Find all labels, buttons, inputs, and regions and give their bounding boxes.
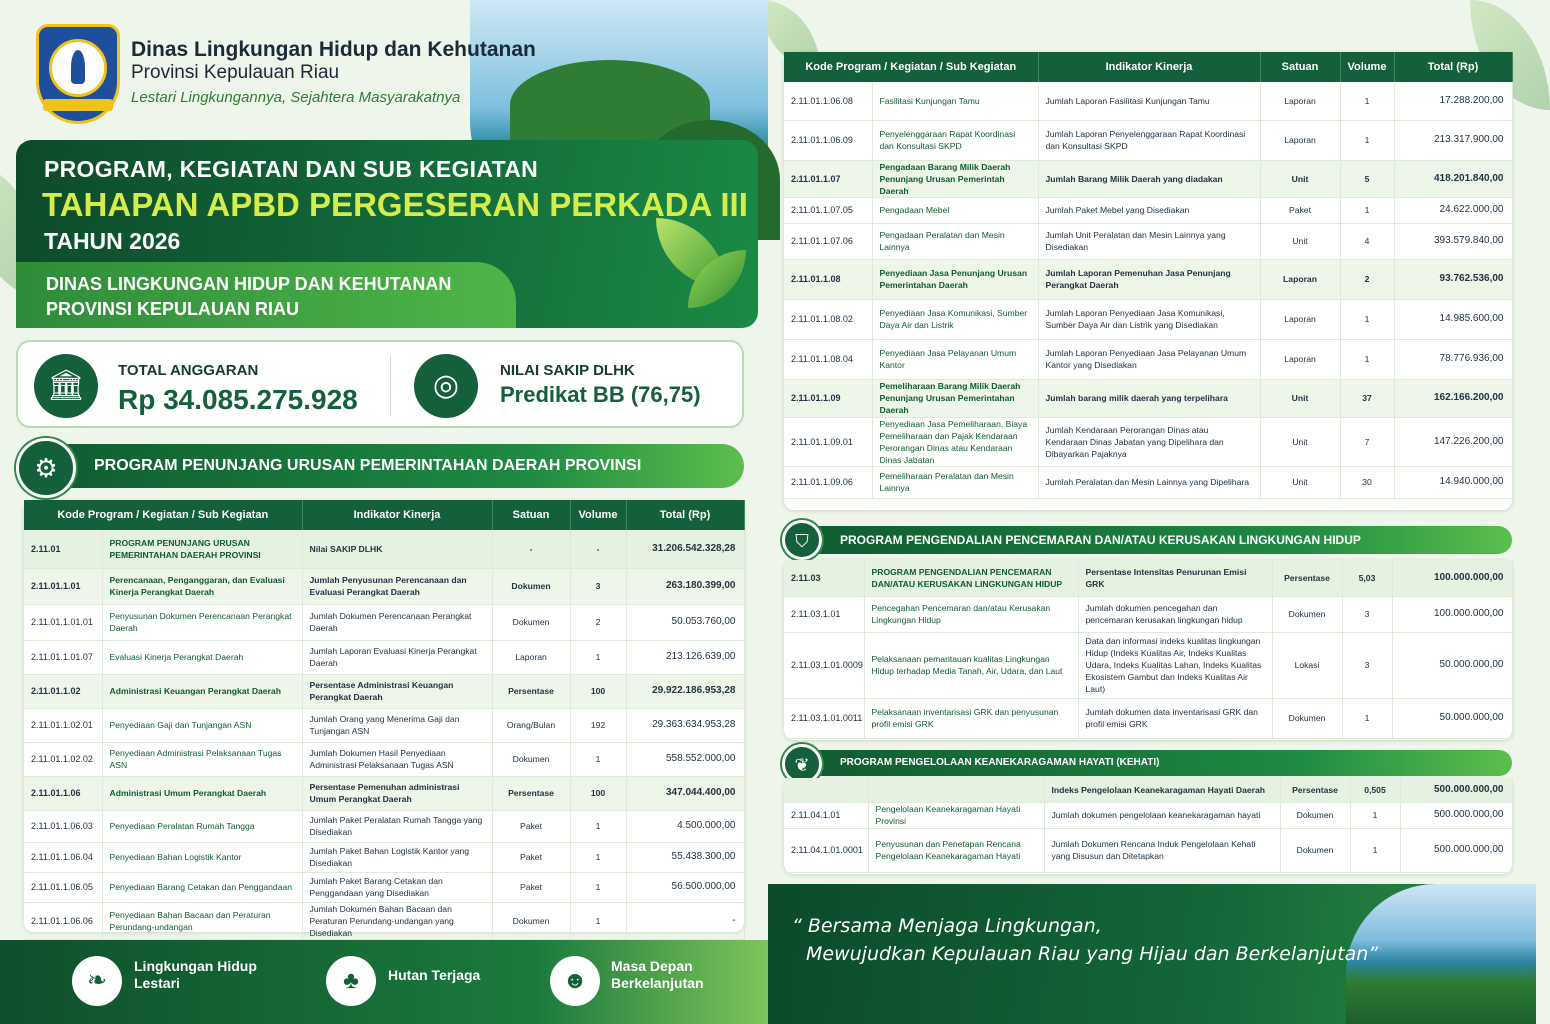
row-volume: 2 <box>1340 259 1394 299</box>
title-sub1: DINAS LINGKUNGAN HIDUP DAN KEHUTANAN <box>46 274 452 294</box>
row-volume: 7 <box>1340 417 1394 466</box>
row-total: 4.500.000,00 <box>626 810 744 842</box>
row-indicator: Jumlah Laporan Fasilitasi Kunjungan Tamu <box>1038 82 1260 120</box>
table-row <box>784 160 1512 197</box>
row-unit: Paket <box>492 872 570 902</box>
row-indicator: Jumlah Peralatan dan Mesin Lainnya yang Dipelihara <box>1038 466 1260 498</box>
row-total: 263.180.399,00 <box>626 568 744 604</box>
program2-header <box>800 526 1512 554</box>
leaf-icon: ❧ <box>72 956 122 1006</box>
row-indicator: Jumlah Laporan Penyediaan Jasa Komunikasi, Sumber Daya Air dan Listrik yang Disediakan <box>1038 299 1260 339</box>
row-unit: Dokumen <box>492 902 570 939</box>
footer-quote <box>792 912 1378 968</box>
row-indicator: Jumlah dokumen data inventarisasi GRK dan profil emisi GRK <box>1078 698 1272 738</box>
org-motto: Lestari Lingkungannya, Sejahtera Masyarakatnya <box>131 89 461 106</box>
row-total: 56.500.000,00 <box>626 872 744 902</box>
row-total: - <box>626 902 744 939</box>
row-name: PROGRAM PENUNJANG URUSAN PEMERINTAHAN DAERAH PROVINSI <box>102 530 302 568</box>
row-volume: 4 <box>1340 223 1394 259</box>
row-total: 17.288.200,00 <box>1394 82 1512 120</box>
row-indicator: Persentase Pemenuhan administrasi Umum Perangkat Daerah <box>302 776 492 810</box>
table-row <box>784 417 1512 466</box>
table-row <box>784 197 1512 223</box>
row-volume: 1 <box>570 872 626 902</box>
row-unit: Dokumen <box>1280 828 1350 872</box>
row-indicator: Jumlah Dokumen Rencana Induk Pengelolaan Kehati yang Disusun dan Ditetapkan <box>1044 828 1280 872</box>
table-row <box>784 698 1512 738</box>
row-indicator: Indeks Pengelolaan Keanekaragaman Hayati Daerah <box>1044 778 1280 802</box>
row-code: 2.11.01.1.08.02 <box>784 299 872 339</box>
row-volume: 1 <box>570 640 626 674</box>
row-indicator: Data dan informasi indeks kualitas lingkungan Hidup (Indeks Kualitas Air, Indeks Kualitas Udara, Indeks Kualitas Lahan, Indeks Kualitas Ekosistem Gambut dan Indeks Kualitas Air Laut) <box>1078 632 1272 698</box>
row-volume: 1 <box>1340 82 1394 120</box>
divider <box>390 356 391 416</box>
row-code: 2.11.04.1.01 <box>784 802 868 828</box>
table-row <box>784 466 1512 498</box>
row-code: 2.11.04.1.01.0001 <box>784 828 868 872</box>
row-indicator: Jumlah Kendaraan Perorangan Dinas atau Kendaraan Dinas Jabatan yang Dipelihara dan Dibayarkan Pajaknya <box>1038 417 1260 466</box>
col-indikator: Indikator Kinerja <box>1038 52 1260 82</box>
row-total: 500.000.000,00 <box>1400 802 1512 828</box>
row-name: Penyediaan Bahan Logistik Kantor <box>102 842 302 872</box>
row-name: PROGRAM PENGENDALIAN PENCEMARAN DAN/ATAU KERUSAKAN LINGKUNGAN HIDUP <box>864 560 1078 596</box>
row-code: 2.11.01.1.09.06 <box>784 466 872 498</box>
row-name: Pemeliharaan Barang Milik Daerah Penunjang Urusan Pemerintahan Daerah <box>872 379 1038 417</box>
budget-label: TOTAL ANGGARAN <box>118 362 259 379</box>
row-indicator: Jumlah Dokumen Hasil Penyediaan Administrasi Pelaksanaan Tugas ASN <box>302 742 492 776</box>
row-total: 50.000.000,00 <box>1392 632 1512 698</box>
row-volume: 1 <box>1340 197 1394 223</box>
row-unit: Dokumen <box>1272 698 1342 738</box>
title-line1: PROGRAM, KEGIATAN DAN SUB KEGIATAN <box>44 156 539 182</box>
bank-icon: 🏛 <box>34 354 98 418</box>
table-row <box>784 339 1512 379</box>
summary-stats <box>16 340 744 428</box>
row-code: 2.11.01.1.07.06 <box>784 223 872 259</box>
row-indicator: Jumlah Paket Bahan Logistik Kantor yang Disediakan <box>302 842 492 872</box>
table-row <box>24 530 744 568</box>
row-volume: 3 <box>570 568 626 604</box>
row-volume: 1 <box>570 742 626 776</box>
row-total: 78.776.936,00 <box>1394 339 1512 379</box>
table-row <box>784 632 1512 698</box>
row-name: Penyediaan Jasa Pelayanan Umum Kantor <box>872 339 1038 379</box>
col-total: Total (Rp) <box>626 500 744 530</box>
row-unit: Persentase <box>1280 778 1350 802</box>
program2-table-card <box>784 560 1512 740</box>
row-total: 162.166.200,00 <box>1394 379 1512 417</box>
row-indicator: Jumlah Penyusunan Perencanaan dan Evaluasi Perangkat Daerah <box>302 568 492 604</box>
row-name: Penyusunan Dokumen Perencanaan Perangkat Daerah <box>102 604 302 640</box>
row-total: 100.000.000,00 <box>1392 560 1512 596</box>
row-name: Administrasi Keuangan Perangkat Daerah <box>102 674 302 708</box>
col-volume: Volume <box>1340 52 1394 82</box>
row-volume: 37 <box>1340 379 1394 417</box>
row-unit: Orang/Bulan <box>492 708 570 742</box>
row-volume: 1 <box>1340 339 1394 379</box>
row-code: 2.11.01.1.02 <box>24 674 102 708</box>
title-line2: TAHAPAN APBD PERGESERAN PERKADA III <box>42 186 748 223</box>
row-volume: - <box>570 530 626 568</box>
plant-icon: ❦ <box>782 744 822 784</box>
province-logo <box>36 24 120 124</box>
row-total: 213.126.639,00 <box>626 640 744 674</box>
program1-table <box>24 500 745 940</box>
row-unit: Laporan <box>1260 82 1340 120</box>
row-total: 50.000.000,00 <box>1392 698 1512 738</box>
row-name: Penyusunan dan Penetapan Rencana Pengelolaan Keanekaragaman Hayati <box>868 828 1044 872</box>
row-unit: Paket <box>492 810 570 842</box>
table-row <box>24 742 744 776</box>
row-total: 147.226.200,00 <box>1394 417 1512 466</box>
row-indicator: Jumlah Barang Milik Daerah yang diadakan <box>1038 160 1260 197</box>
sakip-value: Predikat BB (76,75) <box>500 382 701 407</box>
title-subbanner <box>16 262 516 328</box>
program3-table-card <box>784 778 1512 874</box>
row-unit: Lokasi <box>1272 632 1342 698</box>
table-row <box>784 828 1512 872</box>
row-name: Perencanaan, Penganggaran, dan Evaluasi Kinerja Perangkat Daerah <box>102 568 302 604</box>
row-name: Pengadaan Peralatan dan Mesin Lainnya <box>872 223 1038 259</box>
table-row <box>784 596 1512 632</box>
row-unit: Dokumen <box>492 742 570 776</box>
footer-item1: Lingkungan Hidup Lestari <box>134 958 257 991</box>
row-name: Fasilitasi Kunjungan Tamu <box>872 82 1038 120</box>
row-total: 213.317.900,00 <box>1394 120 1512 160</box>
table-row <box>24 810 744 842</box>
footer-right <box>768 884 1536 1024</box>
row-code: 2.11.01.1.01 <box>24 568 102 604</box>
program3-table <box>784 778 1513 873</box>
table-row <box>24 640 744 674</box>
header <box>0 0 768 130</box>
table-row <box>784 299 1512 339</box>
row-unit: Dokumen <box>492 568 570 604</box>
table-row <box>24 674 744 708</box>
row-volume: 1 <box>570 902 626 939</box>
row-code <box>784 778 868 802</box>
org-name: Dinas Lingkungan Hidup dan Kehutanan <box>131 38 536 61</box>
row-indicator: Jumlah Paket Peralatan Rumah Tangga yang Disediakan <box>302 810 492 842</box>
row-indicator: Jumlah dokumen pencegahan dan pencemaran kerusakan lingkungan hidup <box>1078 596 1272 632</box>
row-name: Penyelenggaraan Rapat Koordinasi dan Konsultasi SKPD <box>872 120 1038 160</box>
row-volume: 3 <box>1342 632 1392 698</box>
row-code: 2.11.01.1.07 <box>784 160 872 197</box>
row-volume: 5,03 <box>1342 560 1392 596</box>
row-total: 418.201.840,00 <box>1394 160 1512 197</box>
gear-icon: ⚙ <box>16 438 76 498</box>
title-year: TAHUN 2026 <box>44 228 181 254</box>
row-name: Pengadaan Mebel <box>872 197 1038 223</box>
row-volume: 1 <box>570 810 626 842</box>
footer-item2: Hutan Terjaga <box>388 967 481 983</box>
row-indicator: Jumlah barang milik daerah yang terpelihara <box>1038 379 1260 417</box>
row-indicator: Jumlah dokumen pengelolaan keanekaragaman hayati <box>1044 802 1280 828</box>
table-row <box>24 872 744 902</box>
program1-header <box>30 444 744 488</box>
row-volume: 3 <box>1342 596 1392 632</box>
program1-cont-table <box>784 52 1513 499</box>
row-code: 2.11.01.1.06.04 <box>24 842 102 872</box>
program1-title: PROGRAM PENUNJANG URUSAN PEMERINTAHAN DAERAH PROVINSI <box>94 457 642 474</box>
row-total: 29.363.634.953,28 <box>626 708 744 742</box>
col-volume: Volume <box>570 500 626 530</box>
table-row <box>784 82 1512 120</box>
row-total: 31.206.542.328,28 <box>626 530 744 568</box>
row-unit: - <box>492 530 570 568</box>
row-code: 2.11.01.1.06.08 <box>784 82 872 120</box>
row-name <box>868 778 1044 802</box>
tree-icon: ♣ <box>326 956 376 1006</box>
row-name: Evaluasi Kinerja Perangkat Daerah <box>102 640 302 674</box>
quote-line2: Mewujudkan Kepulauan Riau yang Hijau dan Berkelanjutan” <box>806 943 1379 965</box>
row-code: 2.11.01.1.08.04 <box>784 339 872 379</box>
row-volume: 1 <box>1340 299 1394 339</box>
row-indicator: Jumlah Laporan Pemenuhan Jasa Penunjang Perangkat Daerah <box>1038 259 1260 299</box>
row-total: 558.552.000,00 <box>626 742 744 776</box>
table-row <box>784 802 1512 828</box>
row-unit: Laporan <box>1260 339 1340 379</box>
table-row <box>784 120 1512 160</box>
col-indikator: Indikator Kinerja <box>302 500 492 530</box>
col-satuan: Satuan <box>1260 52 1340 82</box>
row-code: 2.11.01.1.06.03 <box>24 810 102 842</box>
row-total: 55.438.300,00 <box>626 842 744 872</box>
row-code: 2.11.01.1.02.01 <box>24 708 102 742</box>
col-satuan: Satuan <box>492 500 570 530</box>
table-row <box>24 568 744 604</box>
row-code: 2.11.01.1.01.01 <box>24 604 102 640</box>
row-indicator: Persentase Administrasi Keuangan Perangkat Daerah <box>302 674 492 708</box>
col-kode: Kode Program / Kegiatan / Sub Kegiatan <box>24 500 302 530</box>
row-unit: Persentase <box>492 776 570 810</box>
row-volume: 1 <box>1340 120 1394 160</box>
row-total: 93.762.536,00 <box>1394 259 1512 299</box>
row-unit: Unit <box>1260 223 1340 259</box>
row-unit: Paket <box>492 842 570 872</box>
row-name: Administrasi Umum Perangkat Daerah <box>102 776 302 810</box>
row-unit: Laporan <box>1260 120 1340 160</box>
row-total: 29.922.186.953,28 <box>626 674 744 708</box>
row-total: 24.622.000,00 <box>1394 197 1512 223</box>
row-volume: 100 <box>570 776 626 810</box>
row-code: 2.11.03.1.01.0011 <box>784 698 864 738</box>
target-icon: ◎ <box>414 354 478 418</box>
row-name: Penyediaan Jasa Penunjang Urusan Pemerintahan Daerah <box>872 259 1038 299</box>
table-row <box>784 259 1512 299</box>
quote-line1: “ Bersama Menjaga Lingkungan, <box>792 915 1102 937</box>
row-volume: 100 <box>570 674 626 708</box>
row-unit: Unit <box>1260 379 1340 417</box>
table-row <box>784 223 1512 259</box>
row-indicator: Jumlah Laporan Penyelenggaraan Rapat Koordinasi dan Konsultasi SKPD <box>1038 120 1260 160</box>
row-total: 500.000.000,00 <box>1400 778 1512 802</box>
table-row <box>24 708 744 742</box>
row-code: 2.11.01.1.02.02 <box>24 742 102 776</box>
row-name: Pelaksanaan inventarisasi GRK dan penyusunan profil emisi GRK <box>864 698 1078 738</box>
row-name: Penyediaan Barang Cetakan dan Penggandaan <box>102 872 302 902</box>
col-kode: Kode Program / Kegiatan / Sub Kegiatan <box>784 52 1038 82</box>
row-indicator: Jumlah Dokumen Perencanaan Perangkat Daerah <box>302 604 492 640</box>
row-unit: Unit <box>1260 160 1340 197</box>
program3-title: PROGRAM PENGELOLAAN KEANEKARAGAMAN HAYATI (KEHATI) <box>840 757 1160 768</box>
row-indicator: Jumlah Orang yang Menerima Gaji dan Tunjangan ASN <box>302 708 492 742</box>
program1-table-card <box>24 500 744 938</box>
program2-title: PROGRAM PENGENDALIAN PENCEMARAN DAN/ATAU KERUSAKAN LINGKUNGAN HIDUP <box>840 533 1361 547</box>
row-code: 2.11.01.1.09.01 <box>784 417 872 466</box>
row-name: Pencegahan Pencemaran dan/atau Kerusakan Lingkungan Hidup <box>864 596 1078 632</box>
row-volume: 0,505 <box>1350 778 1400 802</box>
row-name: Penyediaan Peralatan Rumah Tangga <box>102 810 302 842</box>
row-name: Penyediaan Jasa Komunikasi, Sumber Daya Air dan Listrik <box>872 299 1038 339</box>
sakip-label: NILAI SAKIP DLHK <box>500 362 635 379</box>
row-unit: Unit <box>1260 417 1340 466</box>
row-indicator: Jumlah Dokumen Bahan Bacaan dan Peraturan Perundang-undangan yang Disediakan <box>302 902 492 939</box>
row-unit: Paket <box>1260 197 1340 223</box>
row-volume: 1 <box>1350 802 1400 828</box>
row-total: 50.053.760,00 <box>626 604 744 640</box>
table-row <box>24 776 744 810</box>
table-row <box>784 379 1512 417</box>
people-icon: ☻ <box>550 956 600 1006</box>
row-unit: Persentase <box>492 674 570 708</box>
row-code: 2.11.03.1.01 <box>784 596 864 632</box>
row-volume: 2 <box>570 604 626 640</box>
shield-icon: ⛉ <box>782 520 822 560</box>
row-indicator: Jumlah Paket Barang Cetakan dan Penggandaan yang Disediakan <box>302 872 492 902</box>
row-indicator: Jumlah Paket Mebel yang Disediakan <box>1038 197 1260 223</box>
row-code: 2.11.01.1.08 <box>784 259 872 299</box>
table-row <box>784 560 1512 596</box>
title-banner <box>16 140 758 328</box>
row-total: 14.985.600,00 <box>1394 299 1512 339</box>
row-indicator: Jumlah Laporan Evaluasi Kinerja Perangkat Daerah <box>302 640 492 674</box>
row-total: 393.579.840,00 <box>1394 223 1512 259</box>
table-row <box>24 604 744 640</box>
row-unit: Dokumen <box>1280 802 1350 828</box>
row-indicator: Persentase Intensitas Penurunan Emisi GRK <box>1078 560 1272 596</box>
row-volume: 1 <box>1350 828 1400 872</box>
program3-header <box>800 750 1512 776</box>
row-name: Penyediaan Gaji dan Tunjangan ASN <box>102 708 302 742</box>
row-unit: Laporan <box>492 640 570 674</box>
row-volume: 5 <box>1340 160 1394 197</box>
row-code: 2.11.01 <box>24 530 102 568</box>
row-code: 2.11.01.1.06 <box>24 776 102 810</box>
row-unit: Laporan <box>1260 259 1340 299</box>
footer-item3: Masa Depan Berkelanjutan <box>611 958 704 991</box>
program1-cont-table-card <box>784 52 1512 510</box>
table-row <box>784 778 1512 802</box>
row-unit: Unit <box>1260 466 1340 498</box>
program2-table <box>784 560 1513 739</box>
row-name: Pengadaan Barang Milik Daerah Penunjang Urusan Pemerintah Daerah <box>872 160 1038 197</box>
footer-left <box>0 940 768 1024</box>
title-sub2: PROVINSI KEPULAUAN RIAU <box>46 299 300 319</box>
row-total: 347.044.400,00 <box>626 776 744 810</box>
row-code: 2.11.01.1.06.09 <box>784 120 872 160</box>
row-code: 2.11.03.1.01.0009 <box>784 632 864 698</box>
row-indicator: Jumlah Laporan Penyediaan Jasa Pelayanan Umum Kantor yang Disediakan <box>1038 339 1260 379</box>
org-province: Provinsi Kepulauan Riau <box>131 62 340 83</box>
row-name: Pengelolaan Keanekaragaman Hayati Provinsi <box>868 802 1044 828</box>
row-volume: 192 <box>570 708 626 742</box>
row-unit: Laporan <box>1260 299 1340 339</box>
budget-value: Rp 34.085.275.928 <box>118 384 358 415</box>
row-code: 2.11.01.1.06.05 <box>24 872 102 902</box>
row-indicator: Jumlah Unit Peralatan dan Mesin Lainnya yang Disediakan <box>1038 223 1260 259</box>
row-total: 100.000.000,00 <box>1392 596 1512 632</box>
table-row <box>24 842 744 872</box>
row-unit: Dokumen <box>492 604 570 640</box>
row-name: Penyediaan Administrasi Pelaksanaan Tugas ASN <box>102 742 302 776</box>
row-code: 2.11.01.1.06.06 <box>24 902 102 939</box>
row-unit: Persentase <box>1272 560 1342 596</box>
row-total: 14.940.000,00 <box>1394 466 1512 498</box>
row-indicator: Nilai SAKIP DLHK <box>302 530 492 568</box>
table-row <box>24 902 744 939</box>
row-code: 2.11.01.1.01.07 <box>24 640 102 674</box>
row-volume: 30 <box>1340 466 1394 498</box>
row-volume: 1 <box>570 842 626 872</box>
row-code: 2.11.01.1.09 <box>784 379 872 417</box>
row-name: Pemeliharaan Peralatan dan Mesin Lainnya <box>872 466 1038 498</box>
row-name: Pelaksanaan pemantauan kualitas Lingkungan Hidup terhadap Media Tanah, Air, Udara, dan Laut <box>864 632 1078 698</box>
col-total: Total (Rp) <box>1394 52 1512 82</box>
row-total: 500.000.000,00 <box>1400 828 1512 872</box>
row-code: 2.11.03 <box>784 560 864 596</box>
row-name: Penyediaan Bahan Bacaan dan Peraturan Perundang-undangan <box>102 902 302 939</box>
row-name: Penyediaan Jasa Pemeliharaan, Biaya Pemeliharaan dan Pajak Kendaraan Perorangan Dinas atau Kendaraan Dinas Jabatan <box>872 417 1038 466</box>
row-code: 2.11.01.1.07.05 <box>784 197 872 223</box>
row-unit: Dokumen <box>1272 596 1342 632</box>
row-volume: 1 <box>1342 698 1392 738</box>
